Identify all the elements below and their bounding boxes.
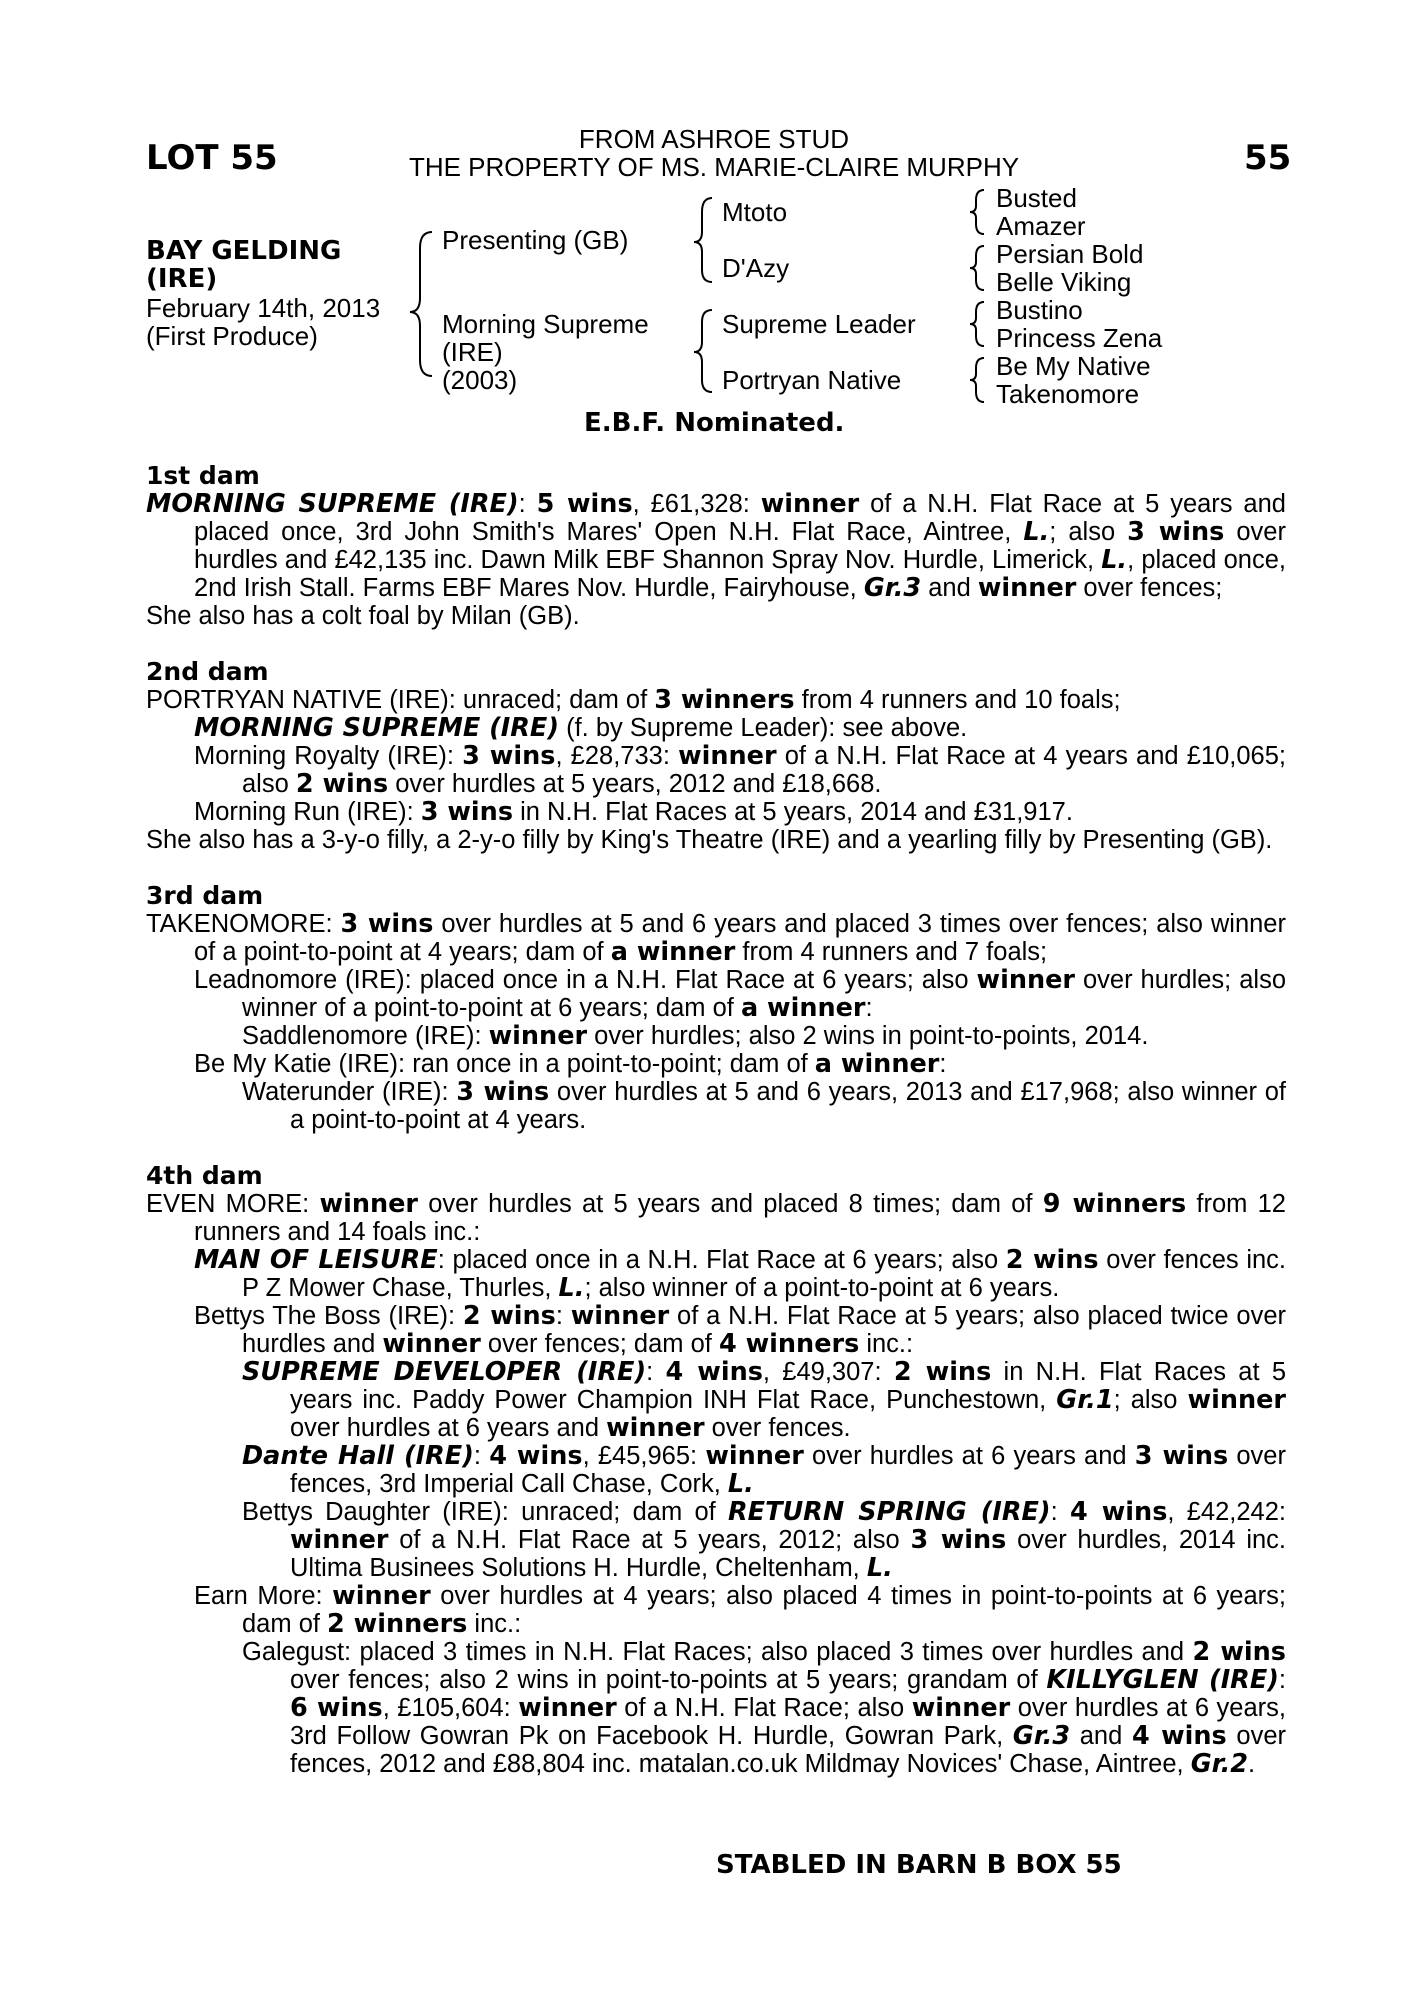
- catalogue-body: [146, 462, 1286, 1778]
- third-dam-grandchild-2: Waterunder (IRE): 3 wins over hurdles at 5 and 6 years, 2013 and £17,968; also winner of a point-to-point at 4 years.: [242, 1077, 1287, 1134]
- second-dam-entry: PORTRYAN NATIVE (IRE): unraced; dam of 3 winners from 4 runners and 10 foals;: [146, 685, 1121, 715]
- third-dam-grandchild-1: Saddlenomore (IRE): winner over hurdles; also 2 wins in point-to-points, 2014.: [242, 1021, 1149, 1051]
- ebf-nomination: E.B.F. Nominated.: [584, 408, 845, 438]
- pedigree-g8: Takenomore: [996, 379, 1140, 409]
- pedigree-dam-sire: Supreme Leader: [722, 309, 916, 339]
- produce-note: (First Produce): [146, 321, 318, 351]
- pedigree-g5: Bustino: [996, 295, 1083, 325]
- fourth-dam-grandchild-3: Bettys Daughter (IRE): unraced; dam of RETURN SPRING (IRE): 4 wins, £42,242: winner of a N.H. Flat Race at 5 years, 2012; also 3 wins over hurdles, 2014 inc. Ultima Businees Solutions H. Hurdle, Cheltenham, L.: [242, 1497, 1286, 1583]
- fourth-dam-grandchild-4: Galegust: placed 3 times in N.H. Flat Races; also placed 3 times over hurdles and 2 wins over fences; also 2 wins in point-to-points at 5 years; grandam of KILLYGLEN (IRE): 6 wins, £105,604: winner of a N.H. Flat Race; also winner over hurdles at 6 years, 3rd Follow Gowran Pk on Facebook H. Hurdle, Gowran Park, Gr.3 and 4 wins over fences, 2012 and £88,804 inc. matalan.co.uk Mildmay Novices' Chase, Aintree, Gr.2.: [242, 1637, 1286, 1779]
- third-dam-heading: 3rd dam: [146, 881, 264, 910]
- pedigree-dam-year: (2003): [442, 365, 518, 395]
- lot-number: 55: [1244, 138, 1292, 178]
- pedigree-sire-dam: D'Azy: [722, 253, 790, 283]
- pedigree-sire: Presenting (GB): [442, 225, 629, 255]
- pedigree-g4: Belle Viking: [996, 267, 1132, 297]
- pedigree-sire-sire: Mtoto: [722, 197, 788, 227]
- pedigree-g1: Busted: [996, 183, 1077, 213]
- pedigree-dam-country: (IRE): [442, 337, 503, 367]
- foaling-date: February 14th, 2013: [146, 293, 381, 323]
- fourth-dam-grandchild-2: Dante Hall (IRE): 4 wins, £45,965: winner over hurdles at 6 years and 3 wins over fences, 3rd Imperial Call Chase, Cork, L.: [242, 1441, 1286, 1499]
- second-dam-offspring-2: Morning Royalty (IRE): 3 wins, £28,733: winner of a N.H. Flat Race at 4 years and £10,065; also 2 wins over hurdles at 5 years, 2012 and £18,668.: [194, 741, 1286, 799]
- second-dam-heading: 2nd dam: [146, 657, 269, 686]
- third-dam-entry: TAKENOMORE: 3 wins over hurdles at 5 and 6 years and placed 3 times over fences; also winner of a point-to-point at 4 years; dam of a winner from 4 runners and 7 foals;: [146, 909, 1286, 967]
- fourth-dam-offspring-1: MAN OF LEISURE: placed once in a N.H. Flat Race at 6 years; also 2 wins over fences inc. P Z Mower Chase, Thurles, L.; also winner of a point-to-point at 6 years.: [194, 1245, 1286, 1303]
- first-dam-foal-note: She also has a colt foal by Milan (GB).: [146, 602, 580, 630]
- horse-breeding-country: (IRE): [146, 264, 218, 294]
- pedigree-g3: Persian Bold: [996, 239, 1144, 269]
- second-dam-foal-note: She also has a 3-y-o filly, a 2-y-o filly by King's Theatre (IRE) and a yearling filly by Presenting (GB).: [146, 826, 1273, 854]
- fourth-dam-offspring-2: Bettys The Boss (IRE): 2 wins: winner of a N.H. Flat Race at 5 years; also placed twice over hurdles and winner over fences; dam of 4 winners inc.:: [194, 1301, 1286, 1359]
- property-line: THE PROPERTY OF MS. MARIE-CLAIRE MURPHY: [408, 152, 1020, 182]
- fourth-dam-heading: 4th dam: [146, 1161, 263, 1190]
- pedigree-g7: Be My Native: [996, 351, 1151, 381]
- pedigree-dam-dam: Portryan Native: [722, 365, 902, 395]
- second-dam-offspring-3: Morning Run (IRE): 3 wins in N.H. Flat Races at 5 years, 2014 and £31,917.: [194, 797, 1073, 827]
- fourth-dam-entry: EVEN MORE: winner over hurdles at 5 years and placed 8 times; dam of 9 winners from 12 runners and 14 foals inc.:: [146, 1189, 1286, 1246]
- vendor-line: FROM ASHROE STUD: [578, 124, 850, 154]
- first-dam-heading: 1st dam: [146, 461, 260, 490]
- pedigree-g6: Princess Zena: [996, 323, 1163, 353]
- fourth-dam-grandchild-1: SUPREME DEVELOPER (IRE): 4 wins, £49,307: 2 wins in N.H. Flat Races at 5 years inc. Paddy Power Champion INH Flat Race, Punchestown, Gr.1; also winner over hurdles at 6 years and winner over fences.: [242, 1357, 1287, 1443]
- third-dam-offspring-2: Be My Katie (IRE): ran once in a point-to-point; dam of a winner:: [194, 1049, 947, 1079]
- third-dam-offspring-1: Leadnomore (IRE): placed once in a N.H. Flat Race at 6 years; also winner over hurdles; also winner of a point-to-point at 6 years; dam of a winner:: [194, 965, 1287, 1023]
- fourth-dam-offspring-3: Earn More: winner over hurdles at 4 years; also placed 4 times in point-to-points at 6 years; dam of 2 winners inc.:: [194, 1581, 1286, 1639]
- pedigree-dam: Morning Supreme: [442, 309, 649, 339]
- pedigree-g2: Amazer: [996, 211, 1086, 241]
- lot-label: LOT 55: [146, 138, 278, 178]
- second-dam-offspring-1: MORNING SUPREME (IRE) (f. by Supreme Leader): see above.: [194, 713, 968, 743]
- stabling-info: STABLED IN BARN B BOX 55: [716, 1850, 1122, 1880]
- pedigree-brackets: [0, 0, 1428, 440]
- horse-description: BAY GELDING: [146, 236, 342, 266]
- first-dam-entry: MORNING SUPREME (IRE): 5 wins, £61,328: winner of a N.H. Flat Race at 5 years and placed once, 3rd John Smith's Mares' Open N.H. Flat Race, Aintree, L.; also 3 wins over hurdles and £42,135 inc. Dawn Milk EBF Shannon Spray Nov. Hurdle, Limerick, L., placed once, 2nd Irish Stall. Farms EBF Mares Nov. Hurdle, Fairyhouse, Gr.3 and winner over fences;: [146, 489, 1286, 603]
